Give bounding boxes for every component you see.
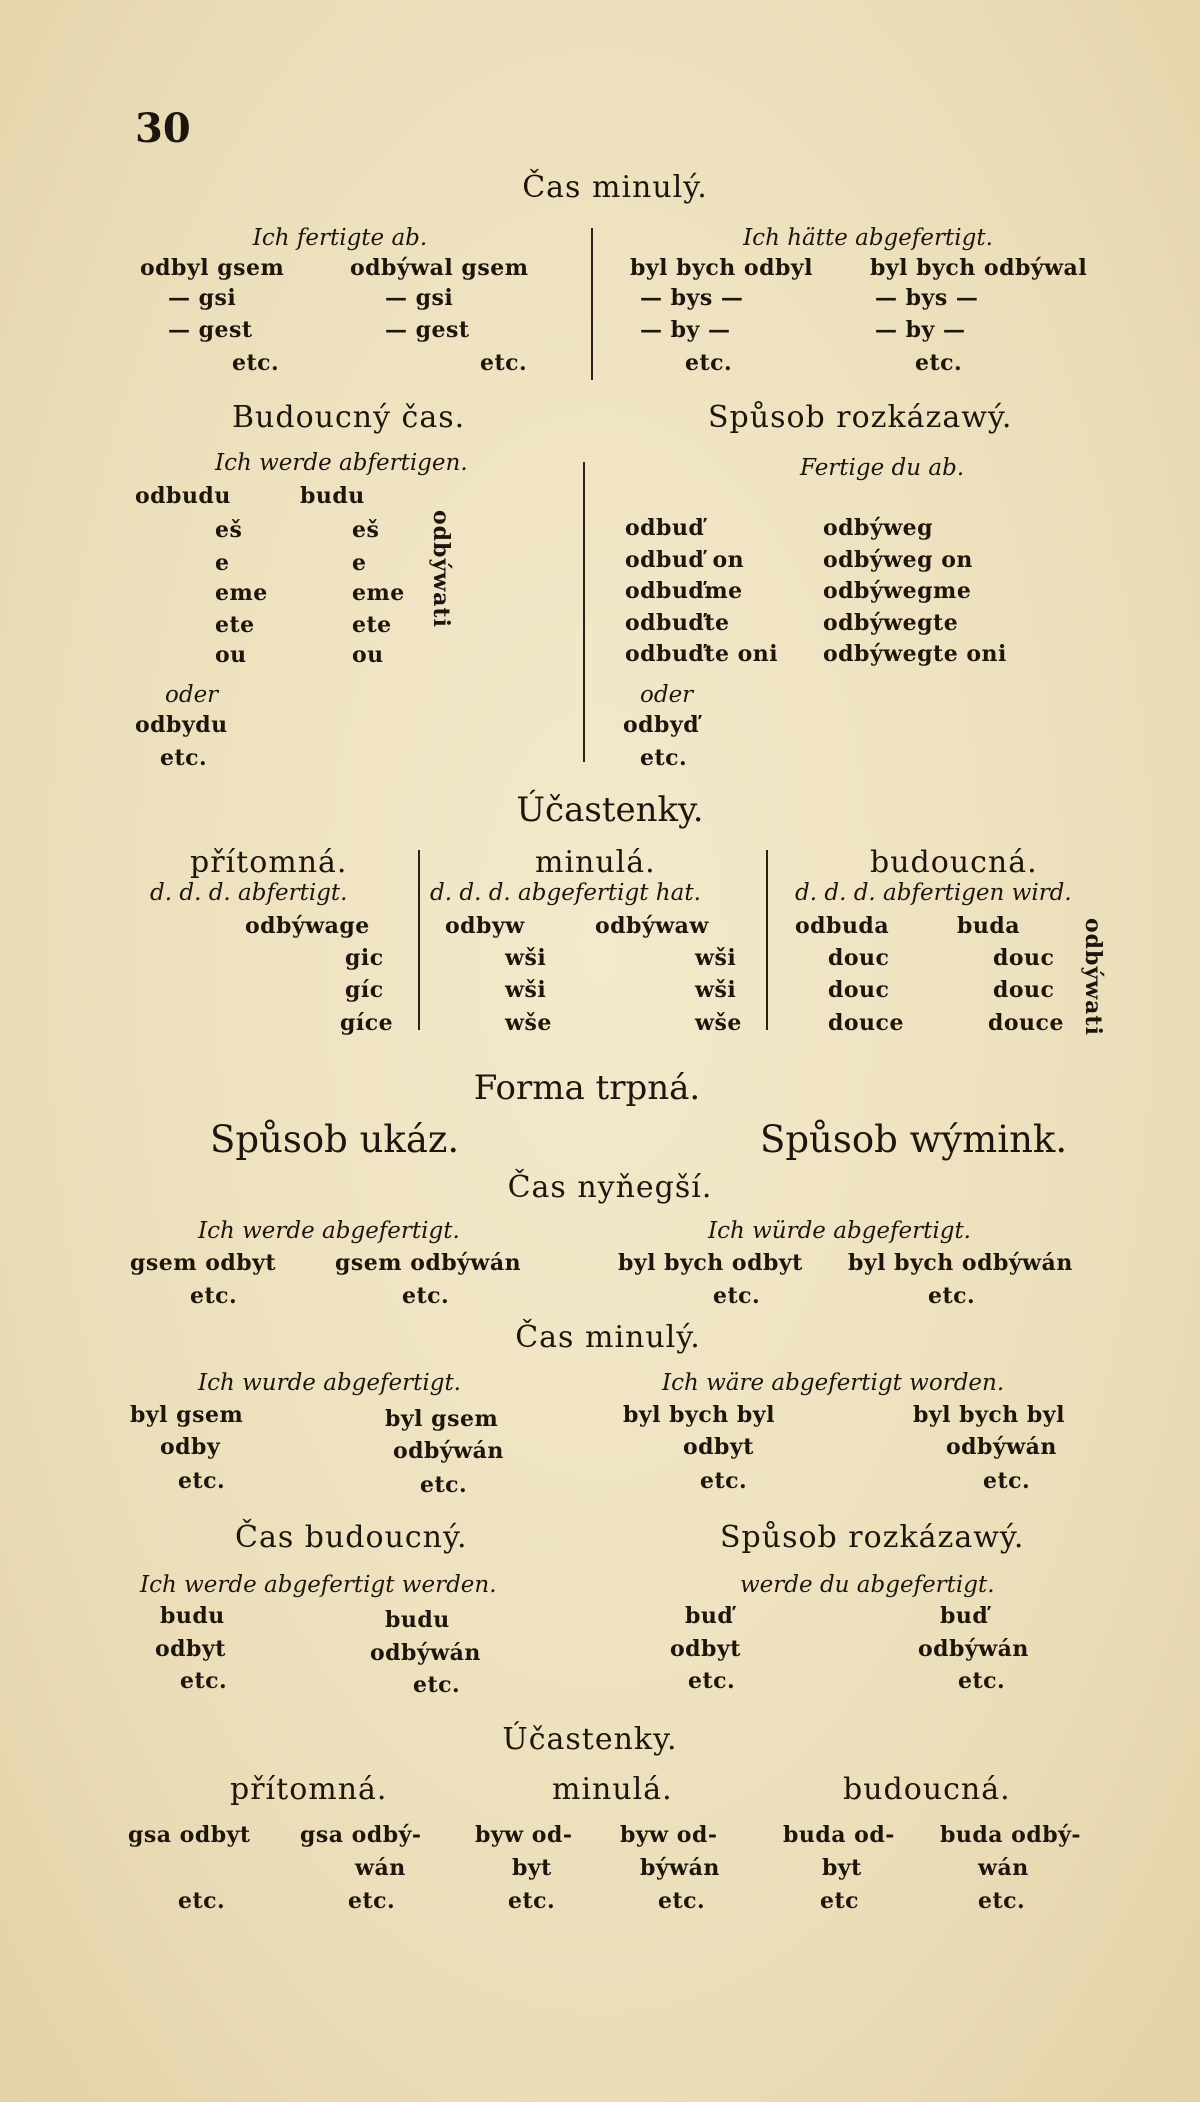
participle-title: budoucná.: [870, 845, 1038, 880]
section-heading-imperative: Spůsob rozkázawý.: [708, 400, 1013, 435]
participle-title: přítomná.: [230, 1772, 388, 1807]
form: ete: [215, 612, 255, 638]
german-gloss: Ich wurde abgefertigt.: [198, 1370, 461, 1396]
form: byw od-: [475, 1822, 573, 1848]
section-heading-past: Čas minulý.: [522, 170, 708, 205]
form: odbýwegme: [823, 578, 972, 604]
page-number: 30: [135, 105, 191, 152]
tense-heading: Čas nyňegší.: [507, 1170, 713, 1205]
form: odbýwage: [245, 913, 370, 939]
form: byl bych odbýwal: [870, 255, 1088, 281]
form: ou: [215, 642, 247, 668]
etc: etc.: [178, 1888, 226, 1914]
form: wán: [355, 1855, 406, 1881]
etc: etc: [820, 1888, 860, 1914]
form: byl bych byl: [623, 1402, 775, 1428]
german-gloss: werde du abgefertigt.: [740, 1572, 995, 1598]
participle-title: minulá.: [552, 1772, 673, 1807]
form: douc: [993, 945, 1055, 971]
form: gic: [345, 945, 384, 971]
etc: etc.: [160, 745, 208, 771]
etc: etc.: [978, 1888, 1026, 1914]
mood-heading: Spůsob ukáz.: [210, 1118, 460, 1161]
form: gíce: [340, 1010, 394, 1036]
german-gloss: d. d. d. abfertigt.: [150, 880, 348, 906]
mood-heading: Spůsob rozkázawý.: [720, 1520, 1025, 1555]
section-heading-passive: Forma trpná.: [473, 1068, 701, 1108]
form: wše: [695, 1010, 742, 1036]
vertical-verb-label: odbýwati: [1080, 918, 1106, 1036]
column-divider: [766, 850, 768, 1030]
german-gloss: d. d. d. abgefertigt hat.: [430, 880, 701, 906]
form: douce: [988, 1010, 1064, 1036]
form: byl gsem: [130, 1402, 244, 1428]
participle-title: přítomná.: [190, 845, 348, 880]
section-heading-future: Budoucný čas.: [232, 400, 466, 435]
etc: etc.: [508, 1888, 556, 1914]
form: wše: [505, 1010, 552, 1036]
etc: etc.: [688, 1668, 736, 1694]
form: odbýwán: [918, 1636, 1029, 1662]
etc: etc.: [402, 1283, 450, 1309]
etc: etc.: [640, 745, 688, 771]
form: byl bych byl: [913, 1402, 1065, 1428]
form: odbyt: [683, 1434, 754, 1460]
form: wši: [505, 977, 547, 1003]
section-heading-participles: Účastenky.: [502, 1722, 678, 1757]
form: odbýweg: [823, 515, 934, 541]
etc: etc.: [700, 1468, 748, 1494]
mood-heading: Spůsob wýmink.: [760, 1118, 1068, 1161]
form: douc: [828, 945, 890, 971]
german-gloss: Ich werde abgefertigt.: [198, 1218, 460, 1244]
form: wši: [505, 945, 547, 971]
form: wši: [695, 977, 737, 1003]
form: odbyď: [623, 712, 700, 738]
form: wši: [695, 945, 737, 971]
form: odbuď: [625, 515, 705, 541]
form: byl bych odbyt: [618, 1250, 803, 1276]
form: odbýwegte oni: [823, 641, 1007, 667]
form: býwán: [640, 1855, 720, 1881]
etc: etc.: [958, 1668, 1006, 1694]
etc: etc.: [420, 1472, 468, 1498]
etc: etc.: [232, 350, 280, 376]
form: buda od-: [783, 1822, 895, 1848]
oder: oder: [640, 682, 694, 708]
etc: etc.: [190, 1283, 238, 1309]
column-divider: [583, 462, 585, 762]
etc: etc.: [480, 350, 528, 376]
form: douc: [828, 977, 890, 1003]
oder: oder: [165, 682, 219, 708]
form: budu: [160, 1603, 225, 1629]
form: odbuďte: [625, 610, 730, 636]
form: byt: [512, 1855, 552, 1881]
form: — bys —: [875, 285, 979, 311]
form: odbyt: [670, 1636, 741, 1662]
form: odbyw: [445, 913, 525, 939]
form: buď: [685, 1603, 734, 1629]
form: — gsi: [385, 285, 454, 311]
form: byt: [822, 1855, 862, 1881]
form: byw od-: [620, 1822, 718, 1848]
german-gloss: Ich hätte abgefertigt.: [743, 225, 993, 251]
form: budu: [300, 483, 365, 509]
etc: etc.: [928, 1283, 976, 1309]
german-gloss: Ich wäre abgefertigt worden.: [662, 1370, 1005, 1396]
form: gsa odbyt: [128, 1822, 251, 1848]
form: — by —: [875, 317, 966, 343]
form: — gest: [385, 317, 470, 343]
form: — gsi: [168, 285, 237, 311]
german-gloss: Ich werde abgefertigt werden.: [140, 1572, 497, 1598]
form: budu: [385, 1607, 450, 1633]
form: wán: [978, 1855, 1029, 1881]
form: odby: [160, 1434, 221, 1460]
etc: etc.: [983, 1468, 1031, 1494]
form: byl bych odbýwán: [848, 1250, 1073, 1276]
form: ete: [352, 612, 392, 638]
form: odbýwán: [393, 1438, 504, 1464]
form: odbýwán: [946, 1434, 1057, 1460]
form: — bys —: [640, 285, 744, 311]
form: e: [352, 550, 367, 576]
form: eme: [215, 580, 268, 606]
form: byl bych odbyl: [630, 255, 813, 281]
form: odbýwegte: [823, 610, 959, 636]
form: odbyl gsem: [140, 255, 285, 281]
form: ou: [352, 642, 384, 668]
form: e: [215, 550, 230, 576]
form: odbýweg on: [823, 547, 973, 573]
vertical-verb-label: odbýwati: [428, 510, 454, 628]
form: odbydu: [135, 712, 228, 738]
form: gsem odbyt: [130, 1250, 277, 1276]
etc: etc.: [348, 1888, 396, 1914]
form: byl gsem: [385, 1406, 499, 1432]
form: gsem odbýwán: [335, 1250, 522, 1276]
column-divider: [418, 850, 420, 1030]
etc: etc.: [178, 1468, 226, 1494]
form: odbyt: [155, 1636, 226, 1662]
tense-heading: Čas minulý.: [515, 1320, 701, 1355]
form: buda odbý-: [940, 1822, 1082, 1848]
participle-title: minulá.: [535, 845, 656, 880]
form: eme: [352, 580, 405, 606]
etc: etc.: [413, 1672, 461, 1698]
form: eš: [215, 517, 243, 543]
form: buď: [940, 1603, 989, 1629]
german-gloss: Fertige du ab.: [800, 455, 965, 481]
form: eš: [352, 517, 380, 543]
etc: etc.: [685, 350, 733, 376]
german-gloss: Ich werde abfertigen.: [215, 450, 468, 476]
tense-heading: Čas budoucný.: [235, 1520, 468, 1555]
form: odbuď on: [625, 547, 745, 573]
german-gloss: d. d. d. abfertigen wird.: [795, 880, 1072, 906]
column-divider: [591, 228, 593, 380]
etc: etc.: [915, 350, 963, 376]
form: odbuďme: [625, 578, 743, 604]
form: odbuďte oni: [625, 641, 779, 667]
form: odbuda: [795, 913, 890, 939]
etc: etc.: [713, 1283, 761, 1309]
german-gloss: Ich fertigte ab.: [252, 225, 428, 251]
form: — gest: [168, 317, 253, 343]
german-gloss: Ich würde abgefertigt.: [708, 1218, 971, 1244]
form: douce: [828, 1010, 904, 1036]
form: douc: [993, 977, 1055, 1003]
form: buda: [957, 913, 1021, 939]
form: gsa odbý-: [300, 1822, 422, 1848]
section-heading-participles: Účastenky.: [516, 790, 704, 830]
form: odbudu: [135, 483, 231, 509]
form: odbýwal gsem: [350, 255, 529, 281]
form: gíc: [345, 977, 384, 1003]
etc: etc.: [180, 1668, 228, 1694]
form: odbýwaw: [595, 913, 709, 939]
form: odbýwán: [370, 1640, 481, 1666]
form: — by —: [640, 317, 731, 343]
participle-title: budoucná.: [843, 1772, 1011, 1807]
etc: etc.: [658, 1888, 706, 1914]
